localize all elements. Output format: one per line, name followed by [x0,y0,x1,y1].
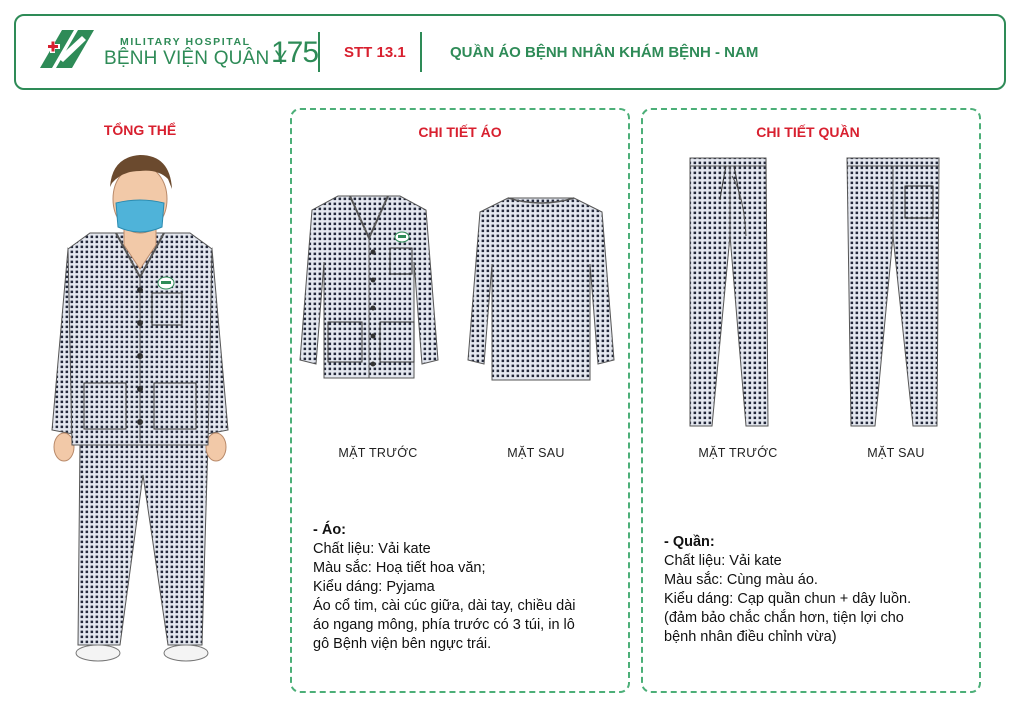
patient-figure-illustration [40,145,240,665]
pants-back-label: MẶT SAU [867,446,925,460]
header-divider [318,32,320,72]
shirt-desc-detail-line: gô Bệnh viện bên ngực trái. [313,636,492,652]
header-divider [420,32,422,72]
hospital-logo-icon [36,28,98,72]
pants-front-label: MẶT TRƯỚC [698,446,778,460]
shirt-front-label: MẶT TRƯỚC [338,446,418,460]
shirt-title: CHI TIẾT ÁO [418,124,502,140]
pants-description [664,533,911,647]
pants-desc-color: Màu sắc: Cùng màu áo. [664,572,818,588]
pants-desc-heading: - Quần: [664,534,715,550]
stt-number: STT 13.1 [344,44,406,61]
shirt-description [313,521,576,654]
pants-desc-detail-line: (đảm bảo chắc chắn hơn, tiện lợi cho [664,610,904,626]
shirt-desc-heading: - Áo: [313,522,347,538]
shirt-back-illustration [466,194,616,384]
shirt-desc-material: Chất liệu: Vải kate [313,541,431,557]
shirt-desc-detail-line: Áo cổ tim, cài cúc giữa, dài tay, chiều dài [313,598,576,614]
pants-back-illustration [845,156,941,428]
shirt-desc-color: Màu sắc: Hoạ tiết hoa văn; [313,560,486,576]
logo-number: 175 [271,36,319,69]
shirt-back-label: MẶT SAU [507,446,565,460]
shirt-front-illustration [298,192,440,382]
shirt-desc-detail-line: áo ngang mông, phía trước có 3 túi, in lô [313,617,575,633]
pants-desc-material: Chất liệu: Vải kate [664,553,782,569]
pants-desc-style: Kiểu dáng: Cạp quần chun + dây luồn. [664,591,912,607]
logo-name: BỆNH VIỆN QUÂN Y [104,48,288,69]
pants-front-illustration [688,156,770,428]
pants-desc-detail-line: bệnh nhân điều chỉnh vừa) [664,629,837,645]
shirt-desc-style: Kiểu dáng: Pyjama [313,579,435,595]
page-title: QUẦN ÁO BỆNH NHÂN KHÁM BỆNH - NAM [450,44,759,61]
overall-title: TỔNG THỂ [103,122,177,138]
logo-subtitle: MILITARY HOSPITAL [120,36,251,48]
pants-title: CHI TIẾT QUẦN [756,124,860,140]
header-bar [14,14,1006,90]
